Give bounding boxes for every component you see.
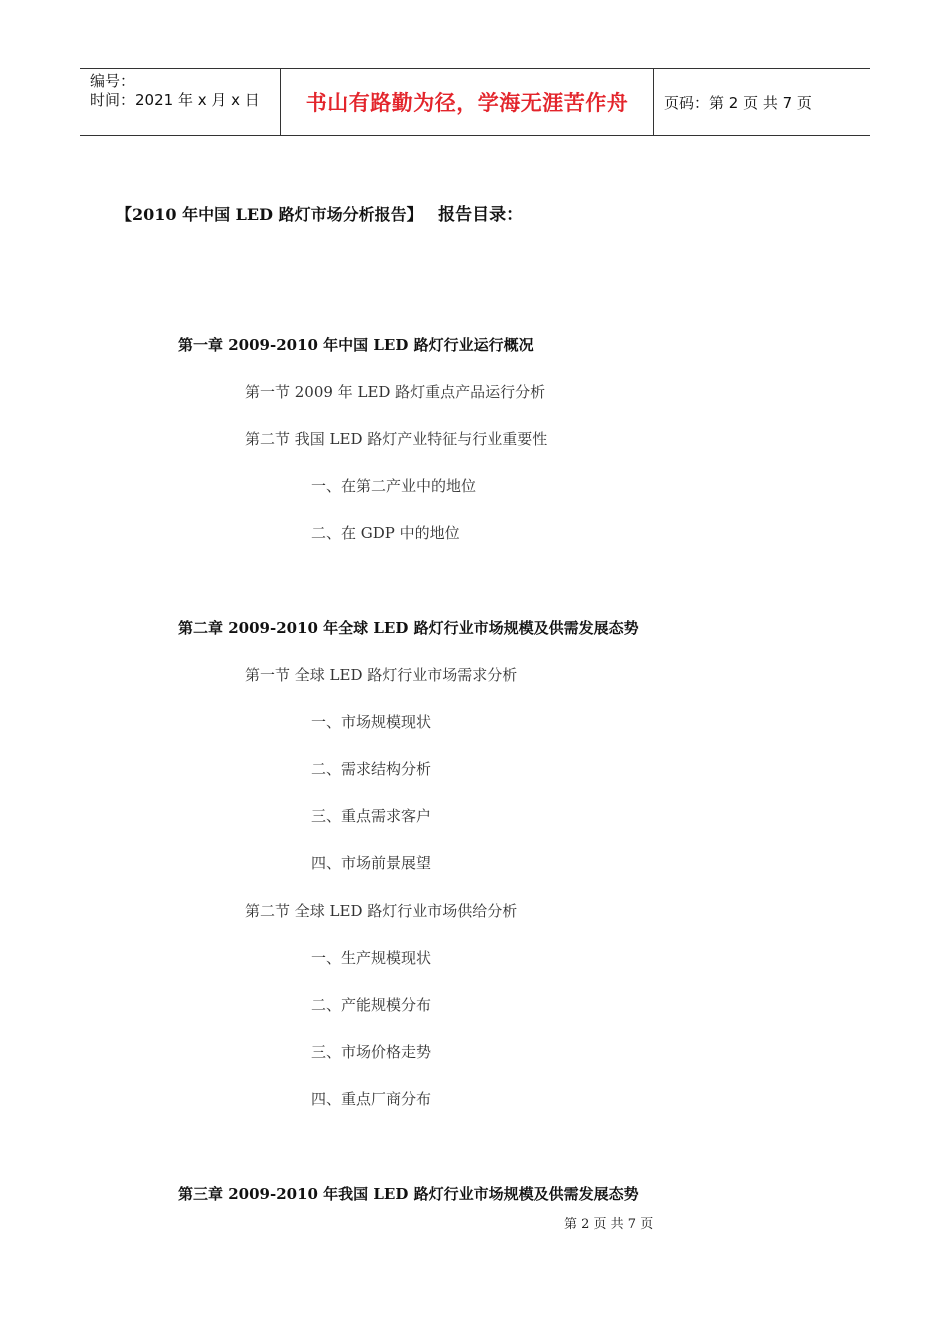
toc-chapter: 第一章 2009-2010 年中国 LED 路灯行业运行概况 bbox=[178, 336, 534, 354]
toc-item: 三、市场价格走势 bbox=[311, 1043, 432, 1061]
toc-item: 一、市场规模现状 bbox=[311, 713, 432, 731]
toc-chapter: 第二章 2009-2010 年全球 LED 路灯行业市场规模及供需发展态势 bbox=[178, 619, 639, 637]
toc-section: 第二节 全球 LED 路灯行业市场供给分析 bbox=[245, 902, 518, 920]
toc-section: 第一节 全球 LED 路灯行业市场需求分析 bbox=[245, 666, 518, 684]
toc-section: 第一节 2009 年 LED 路灯重点产品运行分析 bbox=[245, 383, 546, 401]
toc-item: 三、重点需求客户 bbox=[311, 807, 432, 825]
toc-item: 一、生产规模现状 bbox=[311, 949, 432, 967]
toc-item: 二、产能规模分布 bbox=[311, 996, 432, 1014]
header-motto: 书山有路勤为径，学海无涯苦作舟 bbox=[281, 69, 654, 135]
toc-item: 一、在第二产业中的地位 bbox=[311, 477, 477, 495]
toc-item: 四、重点厂商分布 bbox=[311, 1090, 432, 1108]
toc-item: 二、在 GDP 中的地位 bbox=[311, 524, 460, 542]
document-header bbox=[80, 68, 870, 136]
time-label: 时间：2021 年 x 月 x 日 bbox=[90, 91, 260, 109]
report-title: 【2010 年中国 LED 路灯市场分析报告】 bbox=[116, 205, 423, 224]
page-footer: 第 2 页 共 7 页 bbox=[564, 1217, 654, 1232]
toc-item: 二、需求结构分析 bbox=[311, 760, 432, 778]
header-meta-cell bbox=[80, 69, 281, 135]
header-page-info: 页码：第 2 页 共 7 页 bbox=[664, 93, 812, 112]
toc-section: 第二节 我国 LED 路灯产业特征与行业重要性 bbox=[245, 430, 548, 448]
report-title-line bbox=[116, 200, 523, 225]
toc-chapter: 第三章 2009-2010 年我国 LED 路灯行业市场规模及供需发展态势 bbox=[178, 1185, 639, 1203]
toc-item: 四、市场前景展望 bbox=[311, 854, 432, 872]
number-label: 编号： bbox=[90, 72, 136, 90]
toc-label: 报告目录： bbox=[438, 205, 524, 225]
